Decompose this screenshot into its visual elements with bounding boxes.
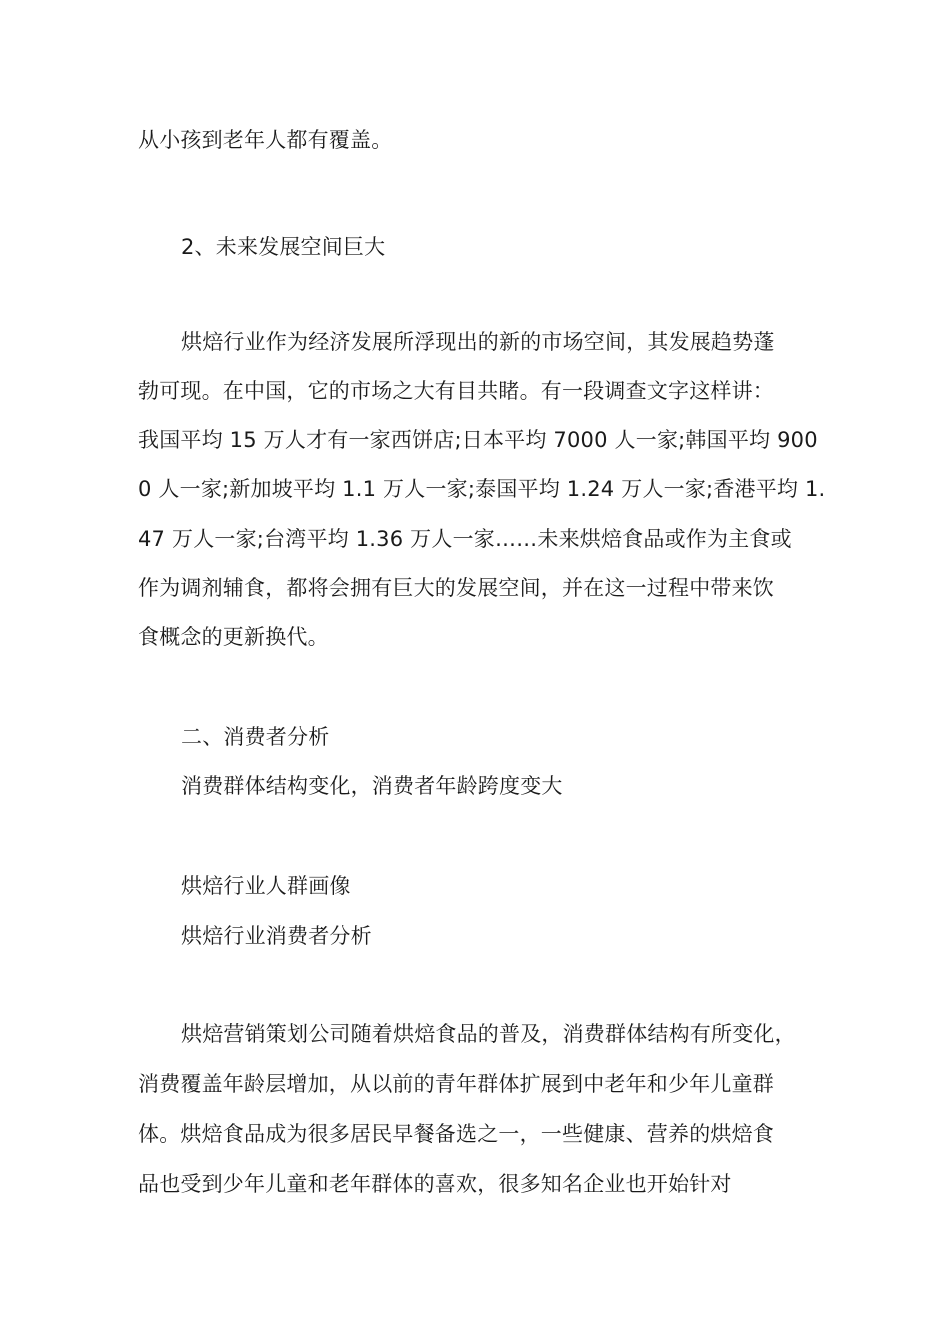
paragraph-line: 从小孩到老年人都有覆盖。	[138, 128, 393, 152]
paragraph-line: 品也受到少年儿童和老年群体的喜欢，很多知名企业也开始针对	[138, 1172, 732, 1196]
paragraph-line: 烘焙营销策划公司随着烘焙食品的普及，消费群体结构有所变化，	[181, 1022, 796, 1046]
paragraph-line: 体。烘焙食品成为很多居民早餐备选之一，一些健康、营养的烘焙食	[138, 1122, 774, 1146]
subheading: 消费群体结构变化，消费者年龄跨度变大	[181, 774, 563, 798]
paragraph-line: 0 人一家;新加坡平均 1.1 万人一家;泰国平均 1.24 万人一家;香港平均 1.	[138, 477, 826, 501]
paragraph-line: 47 万人一家;台湾平均 1.36 万人一家……未来烘焙食品或作为主食或	[138, 527, 792, 551]
paragraph-line: 我国平均 15 万人才有一家西饼店;日本平均 7000 人一家;韩国平均 900	[138, 428, 818, 452]
section-heading: 2、未来发展空间巨大	[181, 235, 386, 259]
paragraph-line: 消费覆盖年龄层增加，从以前的青年群体扩展到中老年和少年儿童群	[138, 1072, 774, 1096]
subheading: 烘焙行业人群画像	[181, 874, 351, 898]
paragraph-line: 烘焙行业作为经济发展所浮现出的新的市场空间，其发展趋势蓬	[181, 330, 775, 354]
paragraph-line: 作为调剂辅食，都将会拥有巨大的发展空间，并在这一过程中带来饮	[138, 576, 774, 600]
subheading: 烘焙行业消费者分析	[181, 924, 372, 948]
section-heading: 二、消费者分析	[181, 725, 330, 749]
paragraph-line: 勃可现。在中国，它的市场之大有目共睹。有一段调查文字这样讲：	[138, 379, 774, 403]
paragraph-line: 食概念的更新换代。	[138, 625, 329, 649]
